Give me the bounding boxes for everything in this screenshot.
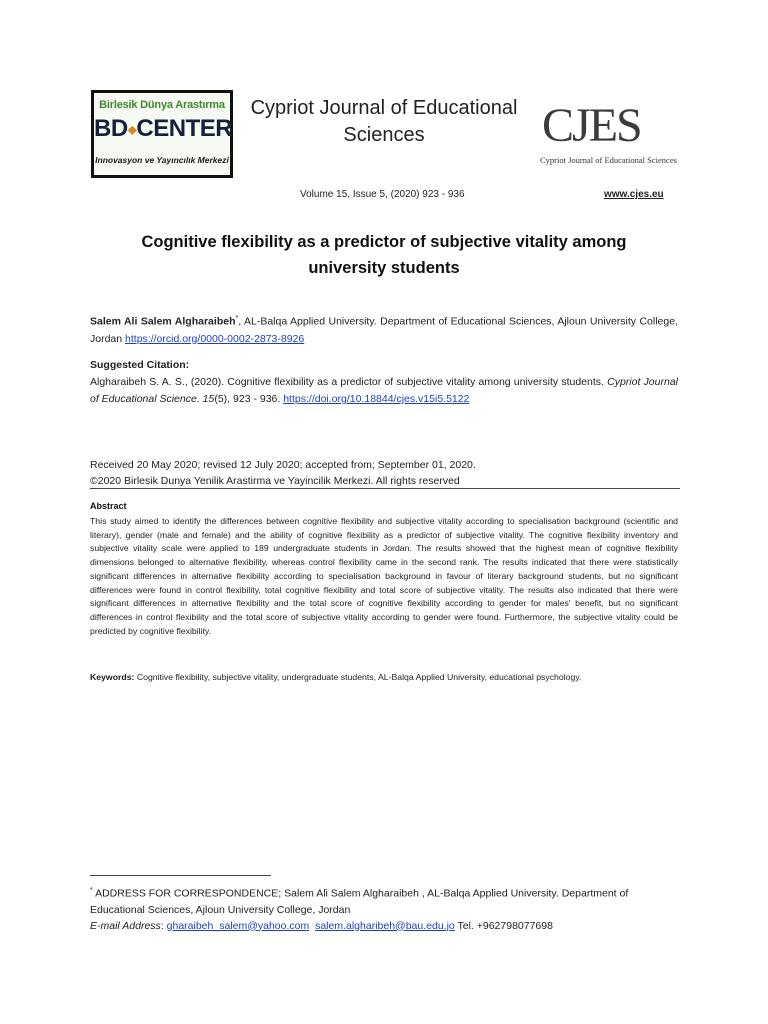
footnote-block — [90, 883, 678, 934]
article-title-line2: university students — [308, 259, 460, 277]
bd-logo-bd: BD — [94, 115, 128, 142]
author-marker: * — [235, 315, 239, 322]
journal-title — [244, 95, 524, 149]
doi-link[interactable]: https://doi.org/10.18844/cjes.v15i5.5122 — [283, 393, 470, 405]
cjes-logo-subtitle: Cypriot Journal of Educational Sciences — [540, 155, 677, 165]
abstract-heading: Abstract — [90, 501, 127, 511]
email-link-bau[interactable]: salem.algharibeh@bau.edu.jo — [315, 919, 455, 932]
article-title-line1: Cognitive flexibility as a predictor of subjective vitality among — [141, 233, 627, 251]
email-label: E-mail Address — [90, 919, 161, 932]
citation-heading: Suggested Citation: — [90, 359, 190, 371]
telephone: Tel. +962798077698 — [454, 919, 553, 932]
bd-logo-swoosh-icon: ◆ — [127, 122, 137, 137]
correspondence-text: ADDRESS FOR CORRESPONDENCE; Salem Ali Salem Algharaibeh , AL-Balqa Applied University. Department of Educational Sciences, Ajloun University College, Jordan — [90, 887, 629, 916]
copyright-line: ©2020 Birlesik Dunya Yenilik Arastirma ve Yayincilik Merkezi. All rights reserved — [90, 475, 460, 487]
abstract-text: This study aimed to identify the differences between cognitive flexibility and subjective vitality according to specialisation background (scientific and literary), gender (male and female) and the ability of cognitive flexibility as a predictor of subjective vitality. The cognitive flexibility inventory and subjective vitality scale were applied to 189 undergraduate students in Jordan. The results showed that the highest mean of cognitive flexibility dimensions belonged to alternative flexibility, whereas control flexibility came in the second rank. The results indicated that there were statistically significant differences in alternative flexibility according to specialisation background in favour of literary background students, but no significant differences were found in control flexibility, total cognitive flexibility and total score of subjective vitality. The results also indicated that there were significant differences in alternative flexibility and the total score of cognitive flexibility according to gender for males' benefit, but no significant differences in control flexibility and the total score of subjective vitality according to gender were found. Furthermore, the subjective vitality could be predicted by cognitive flexibility. — [90, 516, 678, 636]
keywords-block — [90, 671, 678, 685]
journal-title-line2: Sciences — [343, 124, 425, 146]
cjes-logo-text: CJES — [542, 99, 641, 152]
cjes-logo — [538, 98, 677, 170]
journal-website-link[interactable]: www.cjes.eu — [604, 189, 664, 200]
article-title — [100, 229, 668, 281]
citation-text: Algharaibeh S. A. S., (2020). Cognitive flexibility as a predictor of subjective vitality among university students. — [90, 376, 604, 388]
orcid-link[interactable]: https://orcid.org/0000-0002-2873-8926 — [125, 332, 305, 345]
keywords-label: Keywords: — [90, 672, 135, 682]
citation-issue: (5), 923 - 936. — [214, 393, 284, 405]
citation-journal: Cypriot Journal of Educational Science. 15 — [90, 376, 678, 405]
volume-info: Volume 15, Issue 5, (2020) 923 - 936 — [300, 189, 465, 200]
correspondence-address — [90, 883, 678, 918]
bd-logo-line3: Innovasyon ve Yayıncılık Merkezi — [95, 155, 229, 165]
footnote-marker: * — [90, 887, 93, 894]
received-dates: Received 20 May 2020; revised 12 July 2020; accepted from; September 01, 2020. — [90, 459, 476, 471]
author-affiliation: , AL-Balqa Applied University. Department of Educational Sciences, Ajloun University College, Jordan — [90, 315, 678, 345]
bd-logo-line2 — [94, 115, 233, 143]
keywords-text: Cognitive flexibility, subjective vitality, undergraduate students, AL-Balqa Applied University, educational psychology. — [134, 672, 582, 682]
bd-logo-line1: Birlesik Dünya Arastırma — [99, 99, 225, 111]
author-name: Salem Ali Salem Algharaibeh — [90, 315, 236, 328]
citation-block — [90, 374, 678, 408]
bd-center-logo — [91, 90, 233, 178]
email-link-yahoo[interactable]: gharaibeh_salem@yahoo.com — [166, 919, 310, 932]
email-line — [90, 918, 678, 934]
bd-logo-center: CENTER — [136, 115, 233, 142]
email-separator: : — [160, 919, 167, 932]
author-block — [90, 310, 678, 348]
footnote-divider — [90, 875, 271, 876]
section-divider — [90, 488, 680, 489]
journal-title-line1: Cypriot Journal of Educational — [250, 97, 518, 119]
received-block — [90, 457, 476, 489]
